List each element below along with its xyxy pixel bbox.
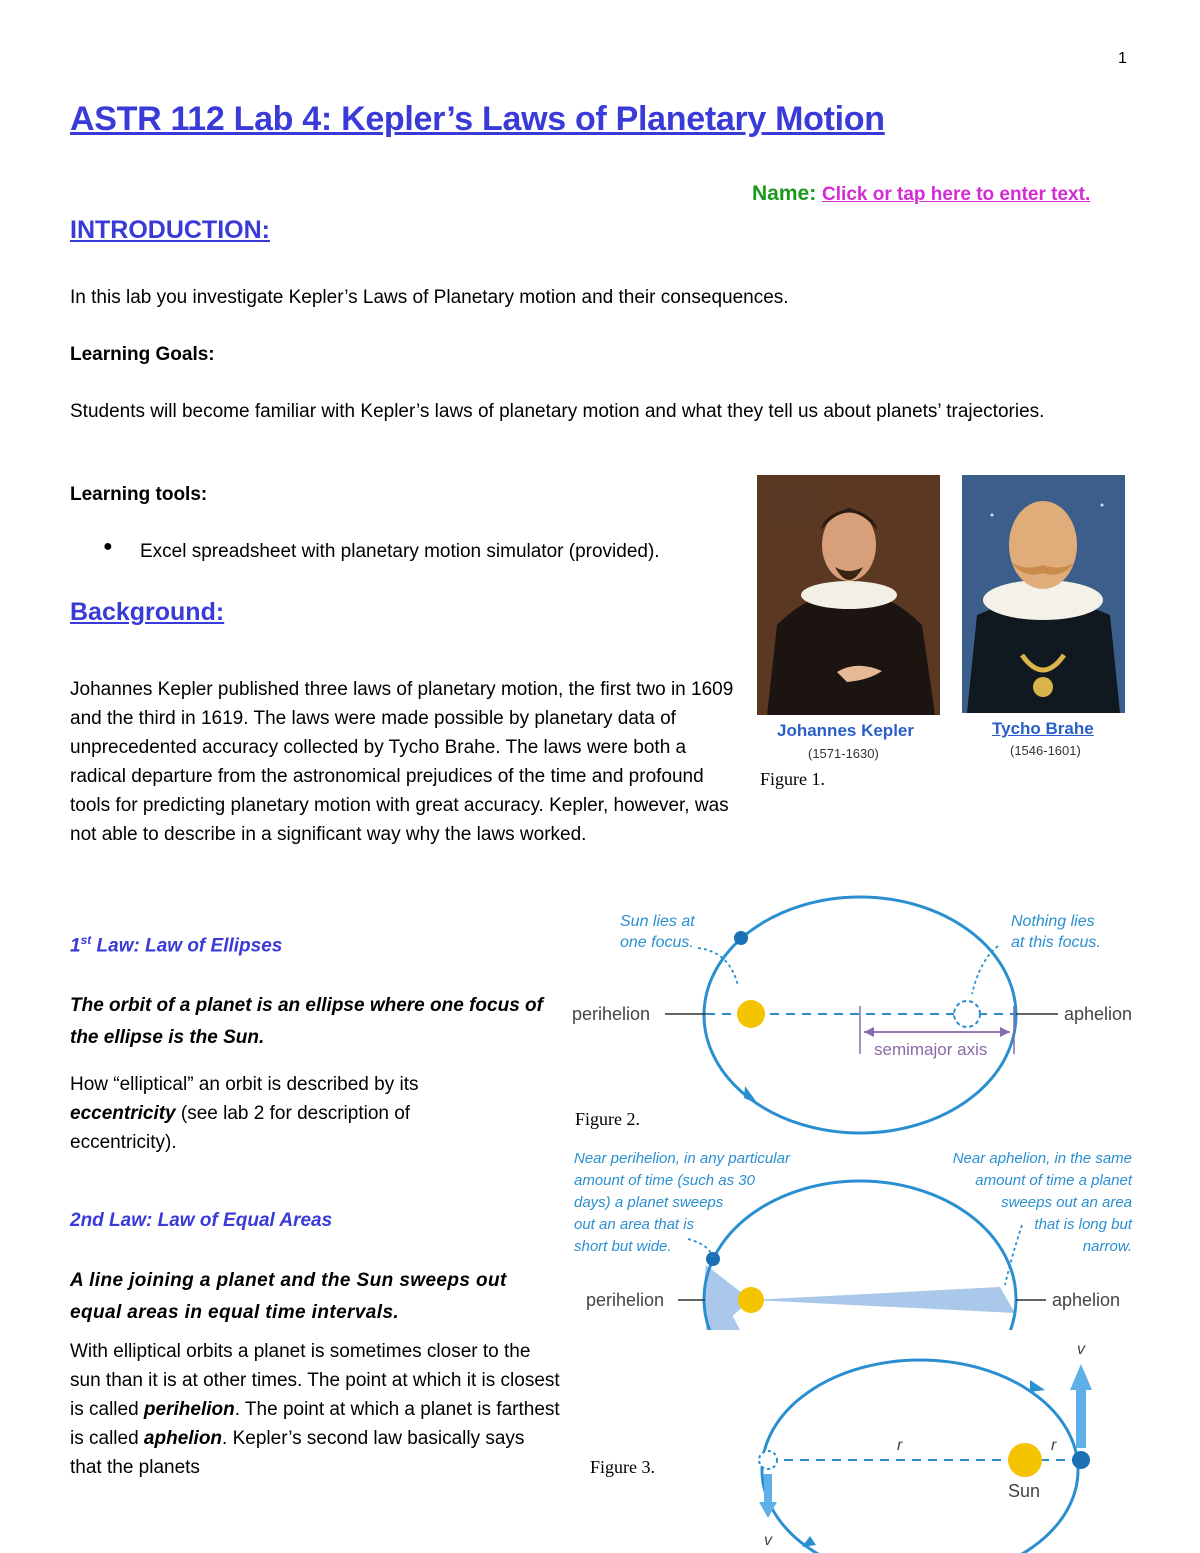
- near-aphelion-note-5: narrow.: [1082, 1238, 1132, 1255]
- law1-text: How “elliptical” an orbit is described by its eccentricity (see lab 2 for description of eccentricity).: [70, 1074, 419, 1153]
- perihelion-label: perihelion: [572, 1004, 651, 1024]
- sun-icon: [737, 1000, 765, 1028]
- learning-tools-label: Learning tools:: [70, 484, 208, 505]
- sun-focus-note-1: Sun lies at: [620, 913, 695, 930]
- brahe-caption: Tycho Brahe: [992, 719, 1094, 738]
- bullet-icon: ●: [103, 538, 113, 555]
- learning-goals-text: Students will become familiar with Kepler’s laws of planetary motion and what they tell us about planets’ trajectories.: [70, 401, 1045, 422]
- figure2-ellipse-diagram: [560, 890, 1160, 1140]
- law1-statement: The orbit of a planet is an ellipse where one focus of the ellipse is the Sun.: [70, 995, 543, 1048]
- near-perihelion-note-4: out an area that is: [574, 1216, 695, 1233]
- aphelion-planet-icon: [759, 1451, 777, 1469]
- background-paragraph: [70, 675, 1070, 849]
- aphelion-label: aphelion: [1052, 1290, 1121, 1310]
- figure3b-velocity-diagram: [740, 1340, 1120, 1553]
- near-aphelion-note-1: Near aphelion, in the same: [952, 1150, 1132, 1167]
- figure2-caption: Figure 2.: [575, 1109, 640, 1129]
- velocity-label-top: v: [1077, 1341, 1085, 1358]
- figure1-caption: Figure 1.: [760, 769, 825, 789]
- intro-paragraph: In this lab you investigate Kepler’s Laws of Planetary motion and their consequences.: [70, 287, 789, 308]
- near-perihelion-note-1: Near perihelion, in any particular: [574, 1150, 790, 1167]
- sun-focus-note-2: one focus.: [620, 934, 694, 951]
- velocity-label-bottom: v: [764, 1532, 772, 1549]
- learning-tool-item: Excel spreadsheet with planetary motion simulator (provided).: [140, 541, 660, 562]
- perihelion-planet-icon: [1072, 1451, 1090, 1469]
- page-number: 1: [1118, 50, 1127, 67]
- near-aphelion-note-4: that is long but: [1034, 1216, 1132, 1233]
- perihelion-label: perihelion: [586, 1290, 665, 1310]
- empty-focus-note-2: at this focus.: [1011, 934, 1101, 951]
- orbit-arrow-icon: [744, 1086, 758, 1104]
- near-aphelion-note-3: sweeps out an area: [1001, 1194, 1132, 1211]
- law2-heading: 2nd Law: Law of Equal Areas: [70, 1210, 333, 1231]
- law1-heading: 1st Law: Law of Ellipses: [70, 933, 283, 957]
- near-aphelion-note-2: amount of time a planet: [975, 1172, 1132, 1189]
- planet-icon: [706, 1252, 720, 1266]
- name-row: [752, 182, 1090, 206]
- kepler-caption: Johannes Kepler: [777, 721, 914, 740]
- figure3-equal-areas-diagram: [560, 1145, 1160, 1335]
- planet-icon: [734, 931, 748, 945]
- name-label: Name:: [752, 182, 817, 205]
- background-text: Johannes Kepler published three laws of planetary motion, the first two in 1609 and the third in 1619. The laws were made possible by planetary data of unprecedented accuracy collected by Tycho Brahe. The laws were both a radical departure from the astronomical prejudices of the time and profound tools for predicting planetary motion with great accuracy. Kepler, however, was not able to describe in a significant way why the laws worked.: [70, 679, 734, 845]
- empty-focus-note-1: Nothing lies: [1011, 913, 1095, 930]
- radius-label-left: r: [897, 1437, 903, 1454]
- law2-text: With elliptical orbits a planet is sometimes closer to the sun than it is at other times. The point at which it is closest is called perihelion. The point at which a planet is farthest is called aphelion. Kepler’s second law basically says that the planets: [70, 1341, 560, 1478]
- page-title: ASTR 112 Lab 4: Kepler’s Laws of Planetary Motion: [70, 100, 885, 138]
- introduction-heading: INTRODUCTION:: [70, 216, 270, 244]
- empty-focus-icon: [954, 1001, 980, 1027]
- sun-icon: [1008, 1443, 1042, 1477]
- figure3-caption: Figure 3.: [590, 1457, 655, 1477]
- kepler-years: (1571-1630): [808, 746, 879, 761]
- near-perihelion-note-3: days) a planet sweeps: [574, 1194, 724, 1211]
- learning-goals-label: Learning Goals:: [70, 344, 215, 365]
- near-perihelion-note-5: short but wide.: [574, 1238, 672, 1255]
- name-input[interactable]: Click or tap here to enter text.: [822, 184, 1091, 205]
- brahe-years: (1546-1601): [1010, 743, 1081, 758]
- sun-label: Sun: [1008, 1481, 1041, 1501]
- velocity-arrow-up-icon: [1070, 1364, 1092, 1390]
- radius-label-right: r: [1051, 1437, 1057, 1454]
- law2-statement: A line joining a planet and the Sun sweeps out equal areas in equal time intervals.: [70, 1270, 507, 1323]
- background-heading: Background:: [70, 598, 225, 626]
- semimajor-axis-label: semimajor axis: [874, 1040, 988, 1059]
- sun-icon: [738, 1287, 764, 1313]
- near-perihelion-note-2: amount of time (such as 30: [574, 1172, 755, 1189]
- aphelion-label: aphelion: [1064, 1004, 1133, 1024]
